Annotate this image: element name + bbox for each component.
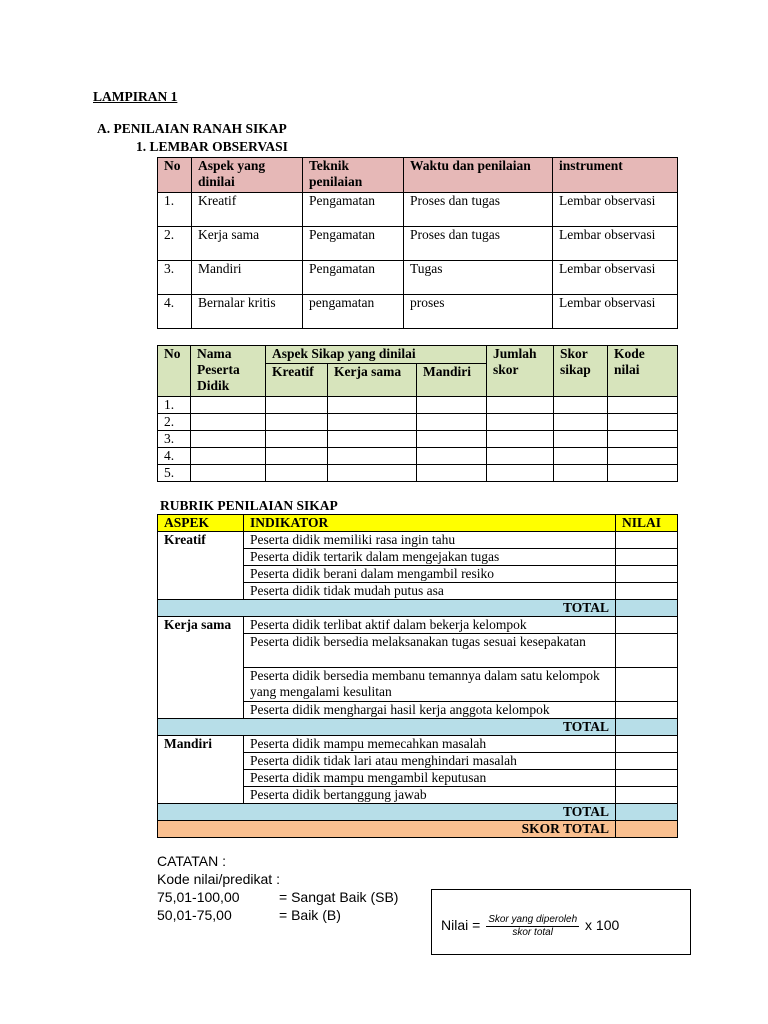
section-a-title: A. PENILAIAN RANAH SIKAP [97,121,287,136]
table-row [158,617,678,634]
score-header-no: No [158,346,191,397]
table-cell: Lembar observasi [553,261,678,295]
table-cell: Pengamatan [303,227,404,261]
table-row [158,448,678,465]
formula [441,914,619,939]
rubric-indicator: Peserta didik bersedia membanu temannya dalam satu kelompok yang mengalami kesulitan [244,668,616,702]
predikat-line [157,906,398,924]
score-header-mandiri: Mandiri [417,364,487,397]
page-heading: LAMPIRAN 1 [93,89,178,104]
rubric-total-label: TOTAL [158,719,616,736]
predikat-range: 50,01-75,00 [157,907,232,923]
rubric-total-row [158,719,678,736]
formula-prefix: Nilai = [441,917,481,934]
rubric-header-aspek: ASPEK [158,515,244,532]
rubric-header-nilai: NILAI [616,515,678,532]
table-cell: Proses dan tugas [404,227,553,261]
rubric-indicator: Peserta didik mampu mengambil keputusan [244,770,616,787]
rubric-table [157,514,678,838]
observation-table [157,157,678,329]
predikat-range: 75,01-100,00 [157,889,240,905]
predikat-label: = Baik (B) [279,907,341,923]
rubric-total-row [158,600,678,617]
rubric-aspek-kerja-sama: Kerja sama [158,617,244,719]
catatan-title: CATATAN : [157,853,226,869]
rubric-title: RUBRIK PENILAIAN SIKAP [160,498,338,513]
table-cell: 2. [158,414,191,431]
table-cell: Proses dan tugas [404,193,553,227]
table-cell: Kreatif [192,193,303,227]
table-cell: 3. [158,431,191,448]
rubric-indicator: Peserta didik menghargai hasil kerja anggota kelompok [244,702,616,719]
rubric-skor-total-label: SKOR TOTAL [158,821,616,838]
observation-header-no: No [158,158,192,193]
formula-suffix: x 100 [585,917,620,934]
observation-header-teknik: Teknik penilaian [303,158,404,193]
score-table [157,345,678,482]
score-header-aspek: Aspek Sikap yang dinilai [266,346,487,364]
score-header-nama: Nama Peserta Didik [191,346,266,397]
formula-numerator: Skor yang diperoleh [488,914,578,925]
table-cell: pengamatan [303,295,404,329]
table-row [158,736,678,753]
table-row [158,397,678,414]
rubric-indicator: Peserta didik berani dalam mengambil resiko [244,566,616,583]
table-cell: Pengamatan [303,261,404,295]
table-cell: proses [404,295,553,329]
rubric-indicator: Peserta didik tidak mudah putus asa [244,583,616,600]
observation-header-instrument: instrument [553,158,678,193]
rubric-indicator: Peserta didik tertarik dalam mengejakan tugas [244,549,616,566]
rubric-skor-total-row [158,821,678,838]
table-row [158,532,678,549]
rubric-header-row [158,515,678,532]
rubric-indicator: Peserta didik terlibat aktif dalam bekerja kelompok [244,617,616,634]
score-header-skor: Skor sikap [554,346,608,397]
rubric-indicator: Peserta didik memiliki rasa ingin tahu [244,532,616,549]
table-cell: Lembar observasi [553,295,678,329]
table-cell: Bernalar kritis [192,295,303,329]
table-cell: 4. [158,448,191,465]
section-1-title: 1. LEMBAR OBSERVASI [136,139,288,154]
score-header-kode: Kode nilai [608,346,678,397]
rubric-aspek-mandiri: Mandiri [158,736,244,804]
table-cell: Lembar observasi [553,227,678,261]
predikat-line [157,888,398,906]
table-cell: 5. [158,465,191,482]
table-cell: Kerja sama [192,227,303,261]
formula-box [431,889,691,955]
table-cell: Mandiri [192,261,303,295]
catatan-block [157,852,398,924]
score-header-row [158,346,678,364]
rubric-indicator: Peserta didik bersedia melaksanakan tugas sesuai kesepakatan [244,634,616,668]
table-row [158,193,678,227]
table-cell: 2. [158,227,192,261]
rubric-total-label: TOTAL [158,600,616,617]
rubric-indicator: Peserta didik bertanggung jawab [244,787,616,804]
table-row [158,465,678,482]
score-header-jumlah: Jumlah skor [487,346,554,397]
rubric-indicator: Peserta didik mampu memecahkan masalah [244,736,616,753]
rubric-aspek-kreatif: Kreatif [158,532,244,600]
table-cell: 1. [158,193,192,227]
table-cell: 4. [158,295,192,329]
rubric-header-indikator: INDIKATOR [244,515,616,532]
table-row [158,414,678,431]
table-cell: Pengamatan [303,193,404,227]
score-header-kreatif: Kreatif [266,364,328,397]
table-row [158,295,678,329]
table-cell: Lembar observasi [553,193,678,227]
observation-header-row [158,158,678,193]
rubric-indicator: Peserta didik tidak lari atau menghindari masalah [244,753,616,770]
catatan-kode: Kode nilai/predikat : [157,871,280,887]
predikat-label: = Sangat Baik (SB) [279,889,399,905]
formula-denominator: skor total [512,927,553,938]
table-cell: 1. [158,397,191,414]
table-row [158,431,678,448]
table-cell: 3. [158,261,192,295]
observation-header-aspek: Aspek yang dinilai [192,158,303,193]
table-row [158,261,678,295]
observation-header-waktu: Waktu dan penilaian [404,158,553,193]
table-row [158,227,678,261]
score-header-kerja: Kerja sama [328,364,417,397]
table-cell: Tugas [404,261,553,295]
rubric-total-row [158,804,678,821]
formula-fraction [486,914,579,939]
rubric-total-label: TOTAL [158,804,616,821]
